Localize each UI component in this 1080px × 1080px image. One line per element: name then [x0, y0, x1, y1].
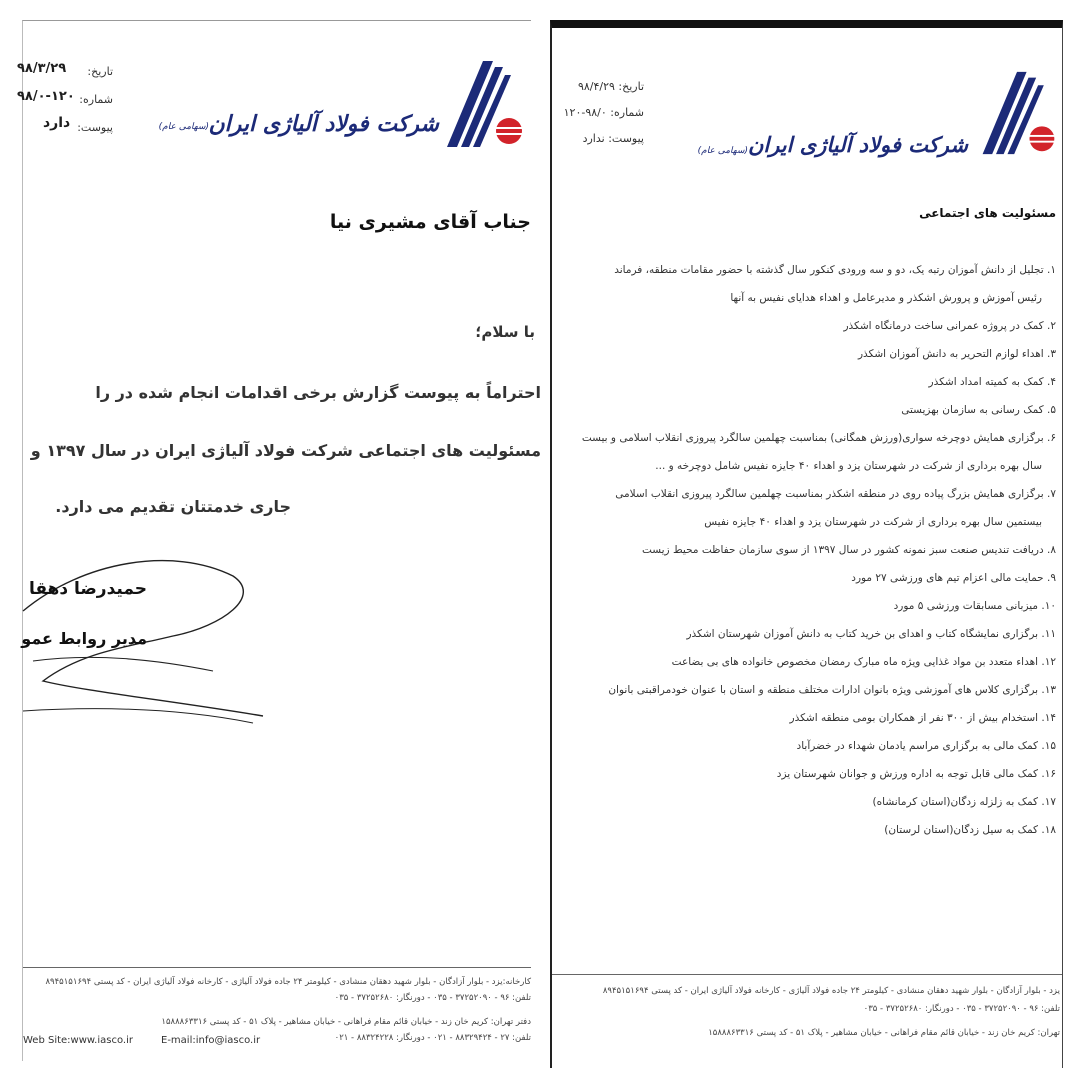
list-item: ۷. برگزاری همایش بزرگ پیاده روی در منطقه اشکذر بمناسبت چهلمین سالگرد پیروزی انقلاب اسلامی	[615, 488, 1056, 500]
list-item: ۲. کمک در پروژه عمرانی ساخت درمانگاه اشکذر	[843, 320, 1056, 332]
company-name: شرکت فولاد آلیاژی ایران	[747, 132, 968, 157]
footer-line-1: یزد - بلوار آزادگان - بلوار شهید دهقان منشادی - کیلومتر ۲۴ جاده فولاد آلیاژی - کارخانه فولاد آلیاژی ایران - کد پستی ۸۹۴۵۱۵۱۶۹۴	[602, 986, 1060, 996]
list-item: ۵. کمک رسانی به سازمان بهزیستی	[901, 404, 1056, 416]
list-item: ۳. اهداء لوازم التحریر به دانش آموزان اشکذر	[857, 348, 1056, 360]
email-link[interactable]: E-mail:info@iasco.ir	[155, 1035, 266, 1046]
number-label: شماره:	[79, 93, 113, 106]
attachment-label: پیوست:	[77, 121, 113, 134]
section-title: مسئولیت های اجتماعی	[919, 206, 1056, 220]
company-logo-icon	[978, 68, 1058, 156]
list-item: ۶. برگزاری همایش دوچرخه سواری(ورزش همگانی) بمناسبت چهلمین سالگرد پیروزی انقلاب اسلامی و بیست	[581, 432, 1056, 444]
footer-line-3: دفتر تهران: کریم خان زند - خیابان قائم مقام فراهانی - خیابان مشاهیر - پلاک ۵۱ - کد پستی ۱۵۸۸۸۶۳۳۱۶	[161, 1017, 531, 1027]
list-item: ۱. تجلیل از دانش آموزان رتبه یک، دو و سه ورودی کنکور سال گذشته با حضور مقامات منطقه، فرماند	[614, 264, 1056, 276]
footer-line-2: تلفن: ۹۶ - ۳۷۲۵۲۰۹۰ - ۰۳۵ - دورنگار: ۳۷۲۵۲۶۸۰ - ۰۳۵	[863, 1004, 1060, 1014]
number-label: شماره:	[610, 106, 644, 119]
list-item: ۱۵. کمک مالی به برگزاری مراسم یادمان شهداء در خضرآباد	[796, 740, 1056, 752]
website-link[interactable]: Web Site:www.iasco.ir	[23, 1035, 139, 1046]
body-line-3: جاری خدمتتان تقدیم می دارد.	[55, 497, 291, 516]
date-row	[87, 65, 113, 78]
attachment-row	[77, 121, 113, 134]
body-line-1: احتراماً به پیوست گزارش برخی اقدامات انجام شده در را	[95, 383, 541, 402]
list-item: بیستمین سال بهره برداری از شرکت در شهرستان یزد و اهداء ۴۰ جایزه نفیس	[704, 516, 1042, 528]
date-value: ۹۸/۴/۲۹	[577, 80, 615, 93]
greeting: با سلام؛	[475, 323, 535, 341]
list-item: ۹. حمایت مالی اعزام تیم های ورزشی ۲۷ مورد	[851, 572, 1056, 584]
signer-title: مدیر روابط عمو	[21, 629, 147, 648]
number-value: ۹۸/۰-۱۲۰	[17, 89, 75, 104]
date-label: تاریخ:	[618, 80, 644, 93]
letter-page-left	[17, 20, 541, 1061]
list-item: ۱۷. کمک به زلزله زدگان(استان کرمانشاه)	[872, 796, 1056, 808]
list-item: ۱۶. کمک مالی قابل توجه به اداره ورزش و جوانان شهرستان یزد	[776, 768, 1056, 780]
attachment-value: ندارد	[582, 132, 605, 145]
number-row	[79, 93, 113, 106]
date-value: ۹۸/۳/۲۹	[17, 61, 67, 76]
number-row	[564, 106, 644, 119]
attachment-row	[583, 132, 644, 145]
list-item: سال بهره برداری از شرکت در شهرستان یزد و اهداء ۴۰ جایزه نفیس شامل دوچرخه و ...	[655, 460, 1042, 472]
footer-line-2: تلفن: ۹۶ - ۳۷۲۵۲۰۹۰ - ۰۳۵ - دورنگار: ۳۷۲۵۲۶۸۰ - ۰۳۵	[334, 993, 531, 1003]
footer-line-1: کارخانه:یزد - بلوار آزادگان - بلوار شهید دهقان منشادی - کیلومتر ۲۴ جاده فولاد آلیاژی - کارخانه فولاد آلیاژی ایران - کد پستی ۸۹۴۵۱۵۱۶۹۴	[45, 977, 531, 987]
date-label: تاریخ:	[87, 65, 113, 78]
body-line-2: مسئولیت های اجتماعی شرکت فولاد آلیاژی ایران در سال ۱۳۹۷ و	[30, 441, 541, 460]
footer-divider	[23, 967, 531, 968]
footer-line-3: تهران: کریم خان زند - خیابان قائم مقام فراهانی - خیابان مشاهیر - پلاک ۵۱ - کد پستی ۱۵۸۸۸۶۳۳۱۶	[708, 1028, 1060, 1038]
list-item: ۱۳. برگزاری کلاس های آموزشی ویژه بانوان ادارات مختلف منطقه و استان با عنوان خودمراقبتی بانوان	[608, 684, 1056, 696]
letter-page-right	[550, 20, 1063, 1068]
list-item: ۱۲. اهداء متعدد بن مواد غذایی ویژه ماه مبارک رمضان مخصوص خانواده های بی بضاعت	[671, 656, 1056, 668]
date-row	[578, 80, 644, 93]
list-item: ۸. دریافت تندیس صنعت سبز نمونه کشور در سال ۱۳۹۷ از سوی سازمان حفاظت محیط زیست	[641, 544, 1056, 556]
footer-line-4: تلفن: ۲۷ - ۸۸۳۲۹۴۲۴ - ۰۲۱ - دورنگار: ۸۸۳۲۴۲۲۸ - ۰۲۱	[334, 1033, 531, 1043]
list-item: ۱۴. استخدام بیش از ۳۰۰ نفر از همکاران بومی منطقه اشکذر	[789, 712, 1056, 724]
attachment-label: پیوست:	[608, 132, 644, 145]
company-name: شرکت فولاد آلیاژی ایران	[208, 111, 439, 137]
company-type: (سهامی عام)	[697, 146, 748, 156]
company-type: (سهامی عام)	[158, 122, 209, 132]
list-item: ۱۱. برگزاری نمایشگاه کتاب و اهدای بن خرید کتاب به دانش آموزان شهرستان اشکذر	[686, 628, 1056, 640]
list-item: رئیس آموزش و پرورش اشکذر و مدیرعامل و اهداء هدایای نفیس به آنها	[730, 292, 1042, 304]
recipient: جناب آقای مشیری نیا	[329, 211, 531, 233]
list-item: ۴. کمک به کمیته امداد اشکذر	[928, 376, 1056, 388]
list-item: ۱۸. کمک به سیل زدگان(استان لرستان)	[884, 824, 1056, 836]
attachment-value: دارد	[43, 115, 71, 131]
number-value: ۹۸/۰-۱۲۰	[563, 106, 607, 119]
footer-divider	[552, 974, 1062, 975]
list-item: ۱۰. میزبانی مسابقات ورزشی ۵ مورد	[893, 600, 1056, 612]
signer-name: حمیدرضا دهقا	[28, 579, 147, 599]
company-logo-icon	[443, 57, 525, 149]
